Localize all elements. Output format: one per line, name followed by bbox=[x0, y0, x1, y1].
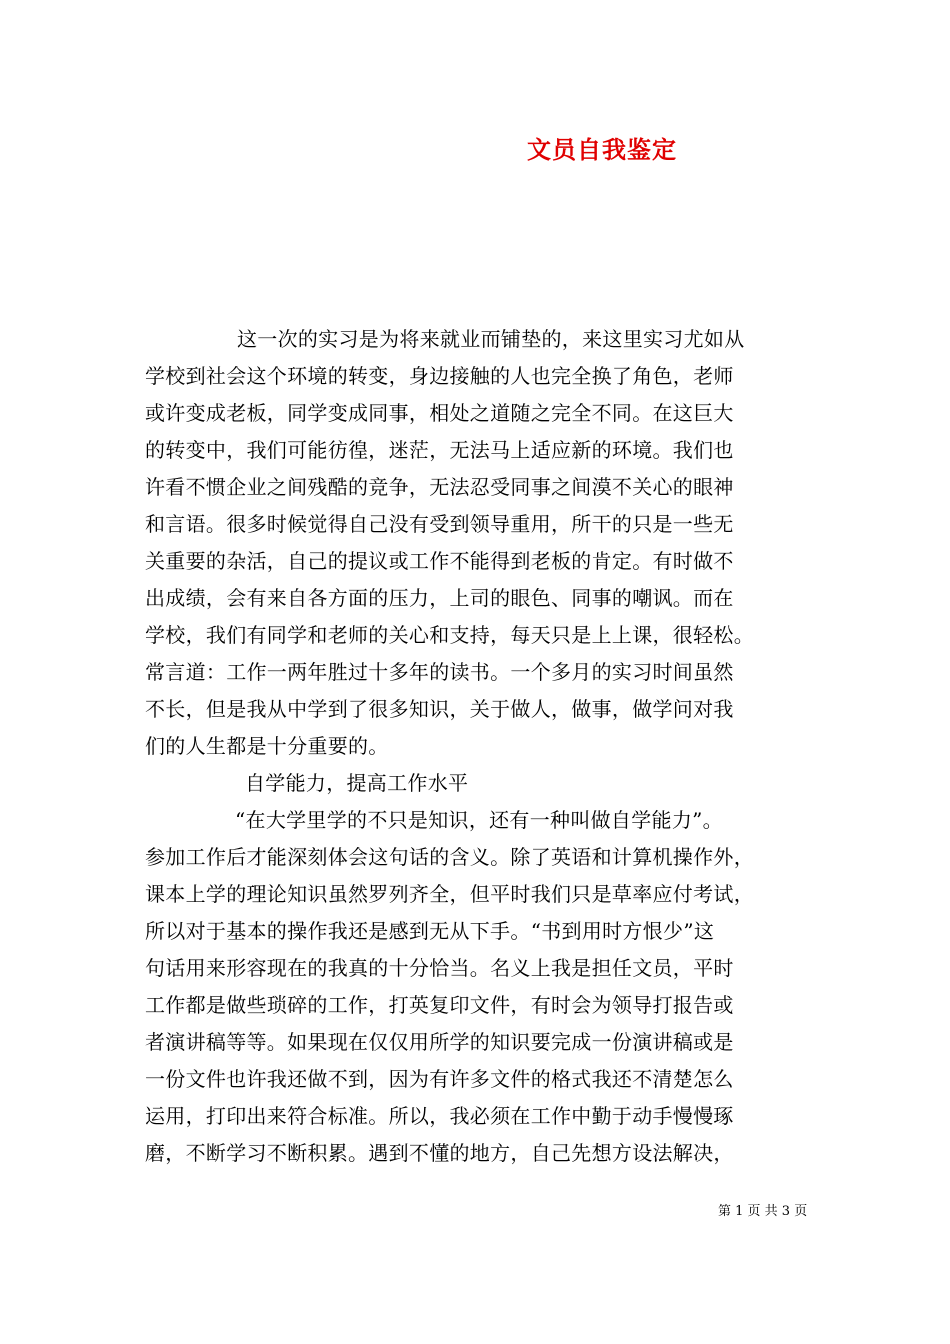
document-title: 文员自我鉴定 bbox=[527, 135, 677, 164]
body-line: 们的人生都是十分重要的。 bbox=[145, 734, 389, 758]
body-line: 出成绩，会有来自各方面的压力，上司的眼色、同事的嘲讽。而在 bbox=[145, 586, 734, 610]
body-line: 关重要的杂活，自己的提议或工作不能得到老板的肯定。有时做不 bbox=[145, 549, 734, 573]
body-line: 学校，我们有同学和老师的关心和支持，每天只是上上课，很轻松。 bbox=[145, 623, 754, 647]
body-line: 一份文件也许我还做不到，因为有许多文件的格式我还不清楚怎么 bbox=[145, 1067, 734, 1091]
body-line: 运用，打印出来符合标准。所以，我必须在工作中勤于动手慢慢琢 bbox=[145, 1104, 734, 1128]
body-line: 所以对于基本的操作我还是感到无从下手。“书到用时方恨少”这 bbox=[145, 919, 715, 943]
body-line: 常言道：工作一两年胜过十多年的读书。一个多月的实习时间虽然 bbox=[145, 660, 734, 684]
body-line: 工作都是做些琐碎的工作，打英复印文件，有时会为领导打报告或 bbox=[145, 993, 734, 1017]
body-line: 参加工作后才能深刻体会这句话的含义。除了英语和计算机操作外， bbox=[145, 845, 754, 869]
body-line: 不长，但是我从中学到了很多知识，关于做人，做事，做学问对我 bbox=[145, 697, 734, 721]
body-line: 许看不惯企业之间残酷的竞争，无法忍受同事之间漠不关心的眼神 bbox=[145, 475, 734, 499]
body-line: 或许变成老板，同学变成同事，相处之道随之完全不同。在这巨大 bbox=[145, 401, 734, 425]
document-body bbox=[145, 321, 815, 1172]
page-footer: 第 1 页 共 3 页 bbox=[718, 1204, 808, 1219]
body-line: 者演讲稿等等。如果现在仅仅用所学的知识要完成一份演讲稿或是 bbox=[145, 1030, 734, 1054]
body-line: 这一次的实习是为将来就业而铺垫的，来这里实习尤如从 bbox=[237, 327, 745, 351]
body-line: “在大学里学的不只是知识，还有一种叫做自学能力”。 bbox=[235, 808, 723, 832]
section-heading: 自学能力，提高工作水平 bbox=[245, 771, 469, 795]
body-line: 的转变中，我们可能彷徨，迷茫，无法马上适应新的环境。我们也 bbox=[145, 438, 734, 462]
body-line: 句话用来形容现在的我真的十分恰当。名义上我是担任文员，平时 bbox=[145, 956, 734, 980]
body-line: 课本上学的理论知识虽然罗列齐全，但平时我们只是草率应付考试， bbox=[145, 882, 754, 906]
body-line: 学校到社会这个环境的转变，身边接触的人也完全换了角色，老师 bbox=[145, 364, 734, 388]
body-line: 磨，不断学习不断积累。遇到不懂的地方，自己先想方设法解决， bbox=[145, 1141, 734, 1165]
body-line: 和言语。很多时候觉得自己没有受到领导重用，所干的只是一些无 bbox=[145, 512, 734, 536]
